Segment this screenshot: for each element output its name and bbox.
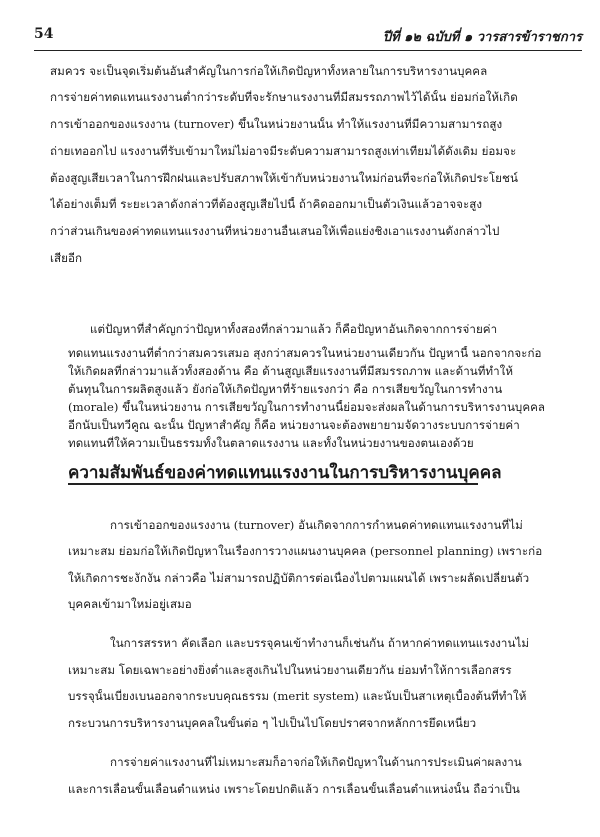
- running-title: ปีที่ ๑๒ ฉบับที่ ๑ วารสารข้าราชการ: [382, 30, 582, 45]
- text-line: แต่ปัญหาที่สำคัญกว่าปัญหาทั้งสองที่กล่าวมาแล้ว ก็คือปัญหาอันเกิดจากการจ่ายค่า: [90, 322, 498, 336]
- text-line: กว่าส่วนเกินของค่าทดแทนแรงงานที่หน่วยงานอื่นเสนอให้เพื่อแย่งชิงเอาแรงงานดังกล่าวไป: [50, 224, 500, 238]
- text-line: บรรจุนั้นเบี่ยงเบนออกจากระบบคุณธรรม (merit system) และนับเป็นสาเหตุเบื้องต้นที่ทำให้: [68, 689, 527, 703]
- text-line: และการเลื่อนขั้นเลื่อนตำแหน่ง เพราะโดยปกติแล้ว การเลื่อนขั้นเลื่อนตำแหน่งนั้น ถือว่าเป็น: [68, 782, 520, 796]
- text-line: ถ่ายเทออกไป แรงงานที่รับเข้ามาใหม่ไม่อาจมีระดับความสามารถสูงเท่าเทียมได้ดังเดิม ย่อมจะ: [50, 144, 517, 158]
- text-line: ให้เกิดผลที่กล่าวมาแล้วทั้งสองด้าน คือ ด้านสูญเสียแรงงานที่มีสมรรถภาพ และด้านที่ทำให้: [68, 364, 514, 378]
- text-line: อีกนับเป็นทวีคูณ ฉะนั้น ปัญหาสำคัญ ก็คือ หน่วยงานจะต้องพยายามจัดวางระบบการจ่ายค่า: [68, 418, 520, 432]
- text-line: ในการสรรหา คัดเลือก และบรรจุคนเข้าทำงานก็เช่นกัน ถ้าหากค่าทดแทนแรงงานไม่: [110, 636, 530, 650]
- heading-underline: [68, 483, 478, 485]
- text-line: ต้นทุนในการผลิตสูงแล้ว ยังก่อให้เกิดปัญหาที่ร้ายแรงกว่า คือ การเสียขวัญในการทำงาน: [68, 382, 503, 396]
- text-line: ให้เกิดการชะงักงัน กล่าวคือ ไม่สามารถปฏิบัติการต่อเนื่องไปตามแผนได้ เพราะผลัดเปลี่ยนตัว: [68, 571, 530, 585]
- text-line: ทดแทนแรงงานที่ต่ำกว่าสมควรเสมอ สุงกว่าสมควรในหน่วยงานเดียวกัน ปัญหานี้ นอกจากจะก่อ: [68, 346, 542, 360]
- page-header: [34, 26, 582, 50]
- page-number: 54: [34, 26, 54, 42]
- text-line: เหมาะสม โดยเฉพาะอย่างยิ่งต่ำและสูงเกินไปในหน่วยงานเดียวกัน ย่อมทำให้การเลือกสรร: [68, 663, 512, 677]
- header-rule: [34, 50, 582, 51]
- text-line: การจ่ายค่าทดแทนแรงงานต่ำกว่าระดับที่จะรักษาแรงงานที่มีสมรรถภาพไว้ได้นั้น ย่อมก่อให้เกิด: [50, 90, 518, 104]
- text-line: ทดแทนที่ให้ความเป็นธรรมทั้งในตลาดแรงงาน และทั้งในหน่วยงานของตนเองด้วย: [68, 436, 474, 450]
- section-heading: ความสัมพันธ์ของค่าทดแทนแรงงานในการบริหารงานบุคคล: [68, 463, 502, 483]
- text-line: เสียอีก: [50, 251, 83, 265]
- text-line: เหมาะสม ย่อมก่อให้เกิดปัญหาในเรื่องการวางแผนงานบุคคล (personnel planning) เพราะก่อ: [68, 544, 543, 558]
- text-line: การเข้าออกของแรงงาน (turnover) อันเกิดจากการกำหนดค่าทดแทนแรงงานที่ไม่: [110, 518, 523, 532]
- text-line: การจ่ายค่าแรงงานที่ไม่เหมาะสมก็อาจก่อให้เกิดปัญหาในด้านการประเมินค่าผลงาน: [110, 755, 522, 769]
- text-line: สมควร จะเป็นจุดเริ่มต้นอันสำคัญในการก่อให้เกิดปัญหาทั้งหลายในการบริหารงานบุคคล: [50, 64, 488, 78]
- text-line: ต้องสูญเสียเวลาในการฝึกฝนและปรับสภาพให้เข้ากับหน่วยงานใหม่ก่อนที่จะก่อให้เกิดประโยชน์: [50, 171, 518, 185]
- text-line: บุคคลเข้ามาใหม่อยู่เสมอ: [68, 597, 192, 611]
- text-line: ได้อย่างเต็มที่ ระยะเวลาดังกล่าวที่ต้องสูญเสียไปนี้ ถ้าคิดออกมาเป็นตัวเงินแล้วอาจจะสูง: [50, 197, 483, 211]
- text-line: (morale) ขึ้นในหน่วยงาน การเสียขวัญในการทำงานนี้ย่อมจะส่งผลในด้านการบริหารงานบุคคล: [68, 400, 546, 414]
- text-line: การเข้าออกของแรงงาน (turnover) ขึ้นในหน่วยงานนั้น ทำให้แรงงานที่มีความสามารถสูง: [50, 117, 503, 131]
- text-line: กระบวนการบริหารงานบุคคลในขั้นต่อ ๆ ไปเป็นไปโดยปราศจากหลักการยึดเหนี่ยว: [68, 716, 477, 730]
